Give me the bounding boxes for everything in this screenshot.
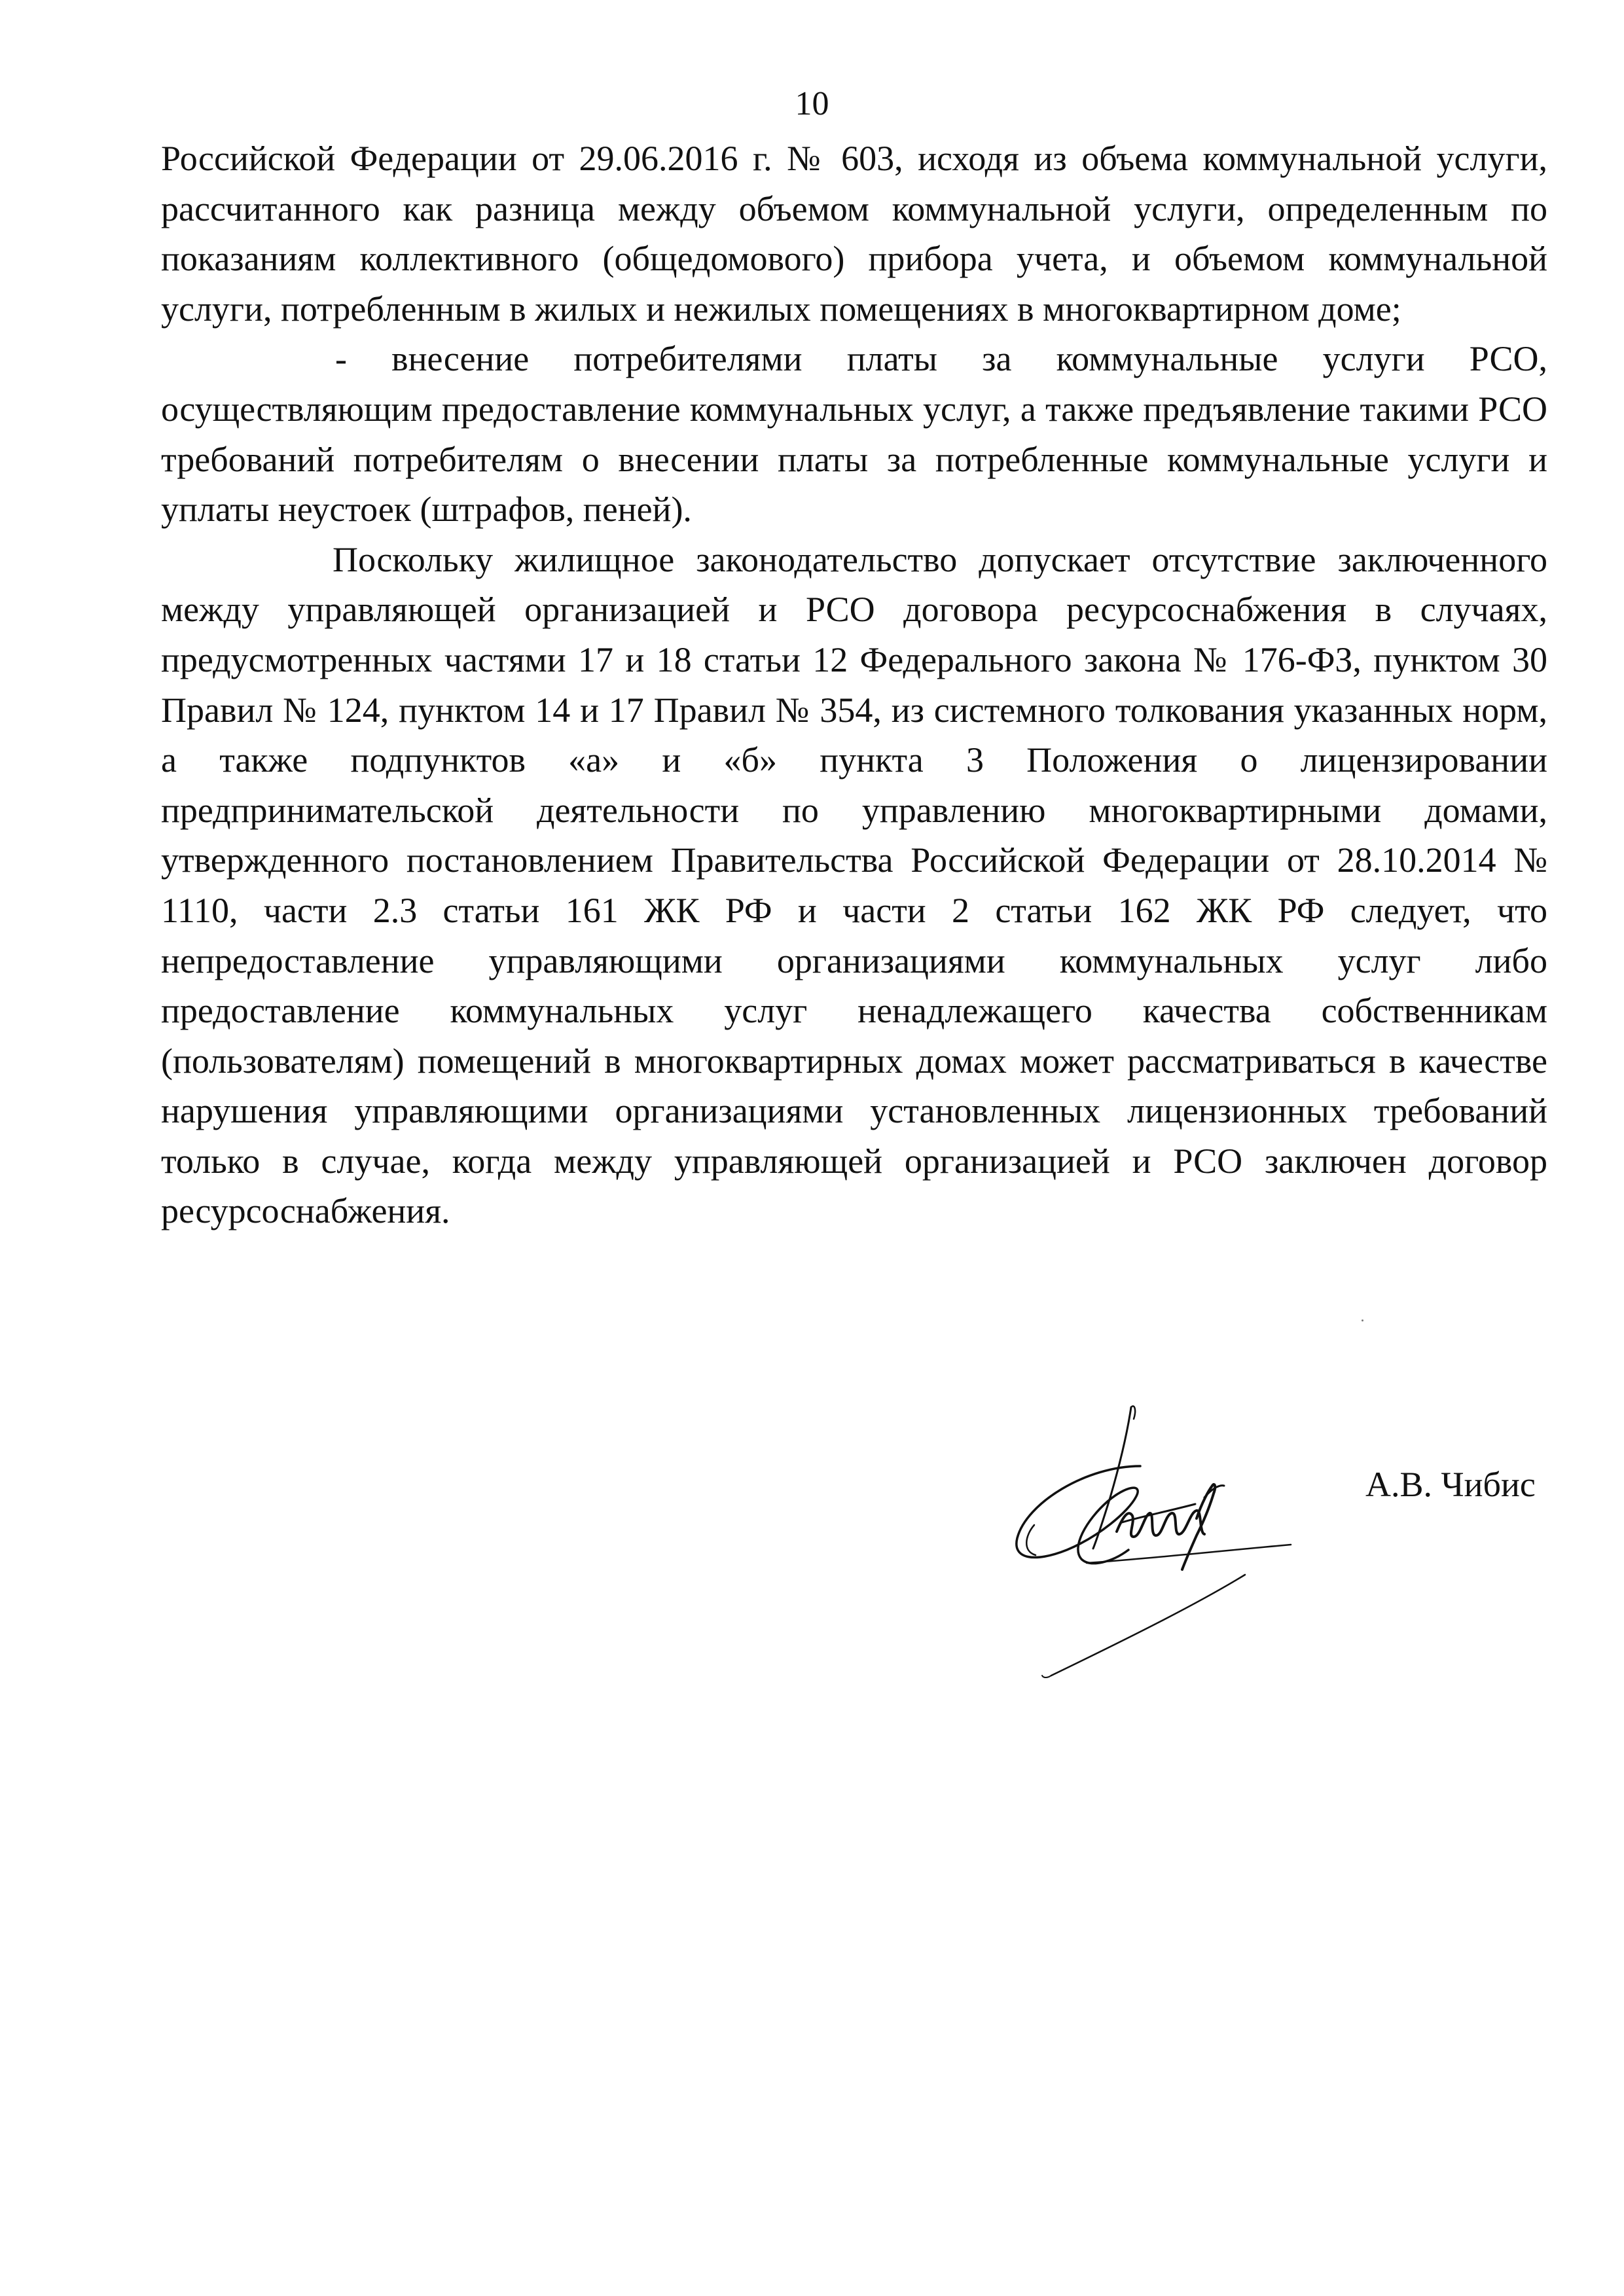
paragraph-main: Поскольку жилищное законодательство допускает отсутствие заключенного между управляющей организацией и РСО договора ресурсоснабжения в случаях, предусмотренных частями 17 и 18 статьи 12 Федерального закона № 176-ФЗ, пунктом 30 Правил № 124, пунктом 14 и 17 Правил № 354, из системного толкования указанных норм, а также подпунктов «а» и «б» пункта 3 Положения о лицензировании предпринимательской деятельности по управлению многоквартирными домами, утвержденного постановлением Правительства Российской Федерации от 28.10.2014 № 1110, части 2.3 статьи 161 ЖК РФ и части 2 статьи 162 ЖК РФ следует, что непредоставление управляющими организациями коммунальных услуг либо предоставление коммунальных услуг ненадлежащего качества собственникам (пользователям) помещений в многоквартирных домах может рассматриваться в качестве нарушения управляющими организациями установленных лицензионных требований только в случае, когда между управляющей организацией и РСО заключен договор ресурсоснабжения. bbox=[161, 539, 1547, 1231]
signature-icon bbox=[988, 1388, 1309, 1689]
scan-speck bbox=[1362, 1319, 1363, 1321]
document-body bbox=[161, 134, 1547, 1236]
paragraph-continuation: Российской Федерации от 29.06.2016 г. № 603, исходя из объема коммунальной услуги, рассчитанного как разница между объемом коммунальной услуги, определенным по показаниям коллективного (общедомового) прибора учета, и объемом коммунальной услуги, потребленным в жилых и нежилых помещениях в многоквартирном доме; bbox=[161, 139, 1547, 329]
signatory-name: А.В. Чибис bbox=[1365, 1465, 1536, 1504]
paragraph-list-item: - внесение потребителями платы за коммунальные услуги РСО, осуществляющим предоставление коммунальных услуг, а также предъявление такими РСО требований потребителям о внесении платы за потребленные коммунальные услуги и уплаты неустоек (штрафов, пеней). bbox=[161, 339, 1547, 529]
page-number: 10 bbox=[795, 85, 829, 122]
